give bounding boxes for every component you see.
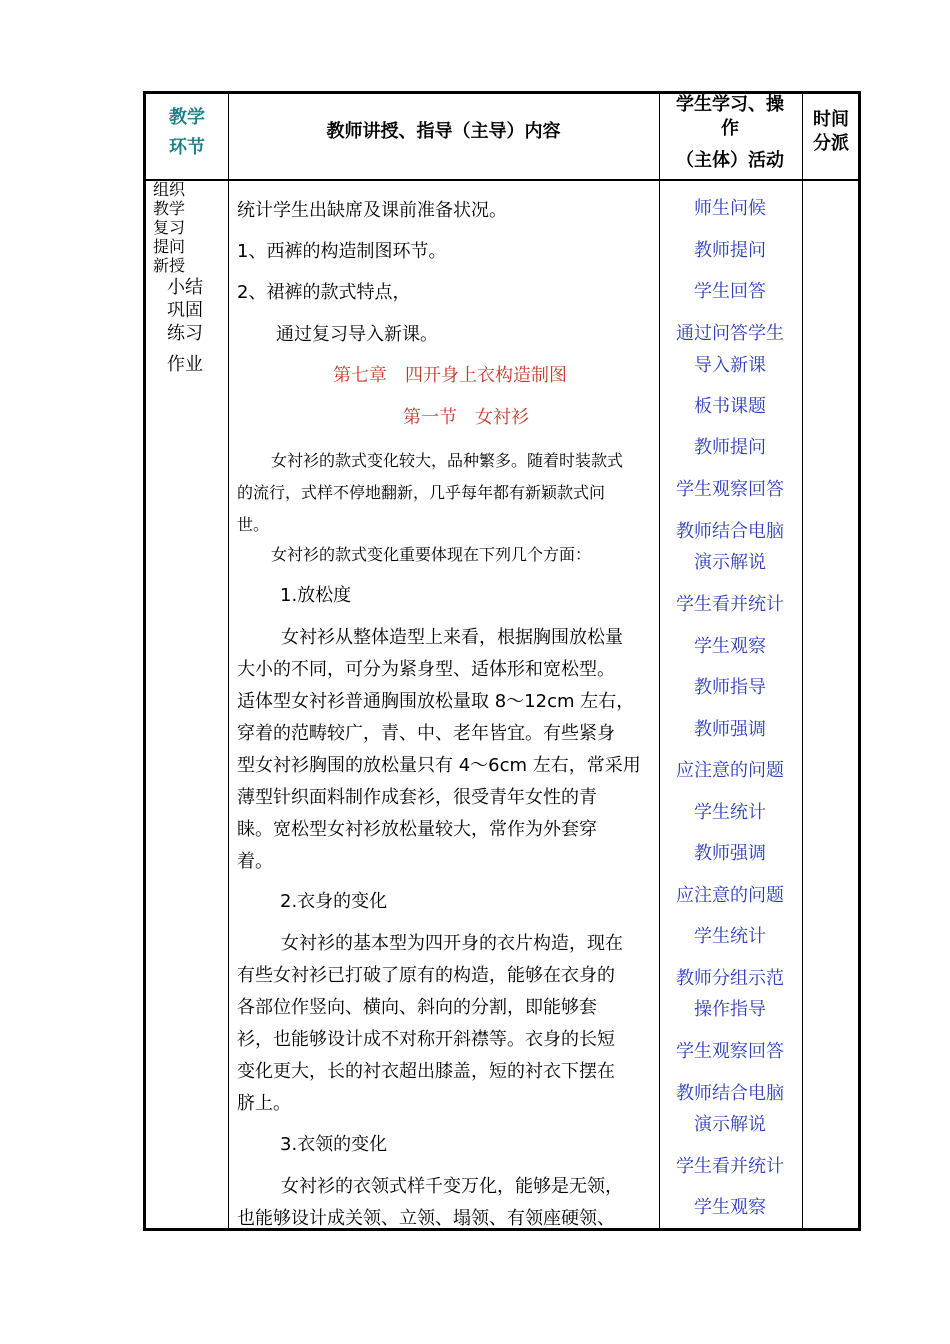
heading-ease: 1.放松度: [280, 585, 352, 606]
activity-item: 教师强调: [694, 843, 766, 864]
header-student-activity: 学生学习、操 作 （主体）活动: [676, 94, 784, 171]
stage-list-large: 小结 巩固 练习 作业: [167, 277, 203, 375]
content-line: 通过复习导入新课。: [276, 324, 438, 345]
activity-item: 学生看并统计: [676, 594, 784, 615]
content-line: 1、西裤的构造制图环节。: [237, 241, 447, 262]
activity-item: 学生观察回答: [676, 479, 784, 500]
activity-item: 通过问答学生: [676, 323, 784, 344]
stage-list-small: 组织 教学 复习 提问 新授: [153, 180, 186, 275]
section-title: 第一节 女衬衫: [403, 407, 529, 428]
content-line: 统计学生出缺席及课前准备状况。: [237, 200, 507, 221]
paragraph-body: 女衬衫的基本型为四开身的衣片构造，现在 有些女衬衫已打破了原有的构造，能够在衣身的 各部位作竖向、横向、斜向的分割，即能够套 衫，也能够设计成不对称开斜襟等。衣身的长短 变化更大，长的衬衣超出膝盖，短的衬衣下摆在 脐上。: [237, 933, 623, 1114]
paragraph-collar: 女衬衫的衣领式样千变万化，能够是无领， 也能够设计成关领、立领、塌领、有领座硬领、: [237, 1176, 623, 1229]
activity-item: 教师分组示范: [676, 968, 784, 989]
activity-item: 学生观察: [694, 1197, 766, 1218]
activity-item: 学生统计: [694, 802, 766, 823]
activity-item: 应注意的问题: [676, 885, 784, 906]
activity-item: 教师强调: [694, 719, 766, 740]
activity-item: 导入新课: [694, 355, 766, 376]
content-line: 2、裙裤的款式特点，: [237, 282, 411, 303]
activity-item: 学生观察: [694, 636, 766, 657]
activity-item: 教师结合电脑: [676, 521, 784, 542]
activity-item: 演示解说: [694, 552, 766, 573]
heading-collar: 3.衣领的变化: [280, 1134, 388, 1155]
activity-item: 学生回答: [694, 281, 766, 302]
chapter-title: 第七章 四开身上衣构造制图: [333, 365, 567, 386]
activity-item: 学生看并统计: [676, 1156, 784, 1177]
activity-item: 学生观察回答: [676, 1041, 784, 1062]
paragraph-aspects: 女衬衫的款式变化重要体现在下列几个方面：: [271, 545, 592, 564]
header-time-allocation: 时间 分派: [813, 109, 849, 154]
activity-item: 师生问候: [694, 198, 766, 219]
header-teaching-stage: 教学 环节: [169, 107, 205, 158]
activity-item: 学生统计: [694, 926, 766, 947]
paragraph-intro: 女衬衫的款式变化较大，品种繁多。随着时装款式 的流行，式样不停地翻新，几乎每年都有新颖款式问 世。: [237, 451, 624, 534]
activity-item: 教师提问: [694, 437, 766, 458]
activity-item: 操作指导: [694, 999, 766, 1020]
heading-body: 2.衣身的变化: [280, 891, 388, 912]
activity-item: 教师结合电脑: [676, 1083, 784, 1104]
activity-item: 演示解说: [694, 1114, 766, 1135]
column-divider-3: [802, 94, 803, 1228]
paragraph-ease: 女衬衫从整体造型上来看，根据胸围放松量 大小的不同，可分为紧身型、适体形和宽松型。 适体型女衬衫普通胸围放松量取 8～12cm 左右， 穿着的范畴较广，青、中、老年皆宜。有些紧身 型女衬衫胸围的放松量只有 4～6cm 左右，常采用 薄型针织面料制作成套衫，很受青年女性的青 睐。宽松型女衬衫放松量较大，常作为外套穿 着。: [237, 627, 641, 872]
column-divider-1: [228, 94, 229, 1228]
activity-item: 板书课题: [694, 396, 766, 417]
header-divider: [146, 179, 858, 181]
header-teacher-content: 教师讲授、指导（主导）内容: [326, 121, 561, 142]
activity-item: 应注意的问题: [676, 760, 784, 781]
activity-item: 教师提问: [694, 240, 766, 261]
activity-item: 教师指导: [694, 677, 766, 698]
